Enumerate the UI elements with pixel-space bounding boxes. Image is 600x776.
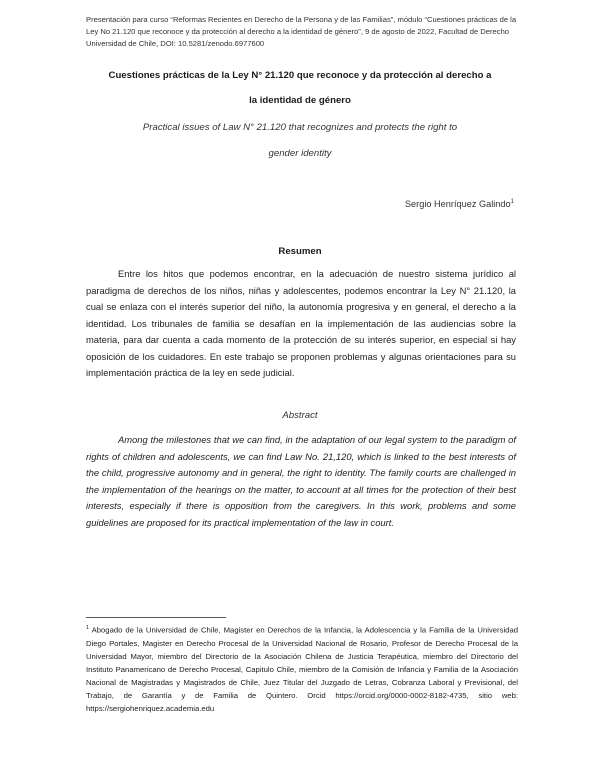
citation-header: Presentación para curso “Reformas Recientes en Derecho de la Persona y de las Familias”, módulo “Cuestiones prácticas de la Ley No 21.120 que reconoce y da protección al derecho a la identidad de género”, 9 de agosto de 2022, Facultad de Derecho Universidad de Chile, DOI: 10.5281/zenodo.6977600 — [86, 15, 517, 48]
english-title-line-2: gender identity — [268, 148, 332, 159]
author-footnote-mark[interactable]: 1 — [510, 199, 514, 205]
title-line-1: Cuestiones prácticas de la Ley N° 21.120 que reconoce y da protección al derecho a — [108, 70, 492, 81]
footnote-text: Abogado de la Universidad de Chile, Magister en Derechos de la Infancia, la Adolescencia y la Familia de la Universidad Diego Portales, Magister en Derecho Procesal de la Universidad Nacional de Rosario, Profesor de Derecho Procesal de la Universidad Mayor, miembro del Directorio de la Asociación Chilena de Justicia Terapéutica, miembro del Directorio del Instituto Panamericano de Derecho Procesal, Capitulo Chile, miembro de la Comisión de Infancia y Familia de la Asociación Nacional de Magistradas y Magistrados de Chile, Juez Titular del Juzgado de Letras, Cobranza Laboral y Previsional, del Trabajo, de Garantía y de Familia de Quintero. Orcid https://orcid.org/0000-0002-8182-4735, sitio web: https://sergiohenriquez.academia.edu — [86, 625, 518, 713]
author — [405, 196, 514, 210]
abstract-text: Among the milestones that we can find, in the adaptation of our legal system to the paradigm of rights of children and adolescents, we can find Law No. 21,120, which is linked to the best interests of the child, progressive autonomy and in general, the right to identity. The family courts are challenged in the implementation of the hearings on the matter, to account at all times for the protection of their best interests, especially if there is opposition from the caregivers. In this work, problems and some guidelines are proposed for its practical implementation of the law in court. — [86, 434, 516, 528]
resumen-heading: Resumen — [278, 246, 322, 257]
footnote-mark: 1 — [86, 625, 90, 631]
abstract-heading: Abstract — [282, 410, 318, 421]
footnote — [86, 622, 518, 715]
title-line-2: la identidad de género — [249, 95, 351, 106]
english-title-line-1: Practical issues of Law N° 21.120 that recognizes and protects the right to — [142, 122, 458, 133]
author-name: Sergio Henríquez Galindo — [404, 199, 511, 210]
resumen-text: Entre los hitos que podemos encontrar, en la adecuación de nuestro sistema jurídico al paradigma de derechos de los niños, niñas y adolescentes, podemos encontrar la Ley N° 21.120, la cual se enlaza con el interés superior del niño, la autonomía progresiva y en general, el derecho a la identidad. Los tribunales de familia se desafían en la implementación de las audiencias sobre la materia, para dar cuenta a cada momento de la protección de su interés superior, en especial si hay oposición de los cuidadores. En este trabajo se proponen problemas y algunas orientaciones para su implementación práctica de la ley en sede judicial. — [86, 268, 516, 378]
footnote-divider — [86, 617, 226, 618]
